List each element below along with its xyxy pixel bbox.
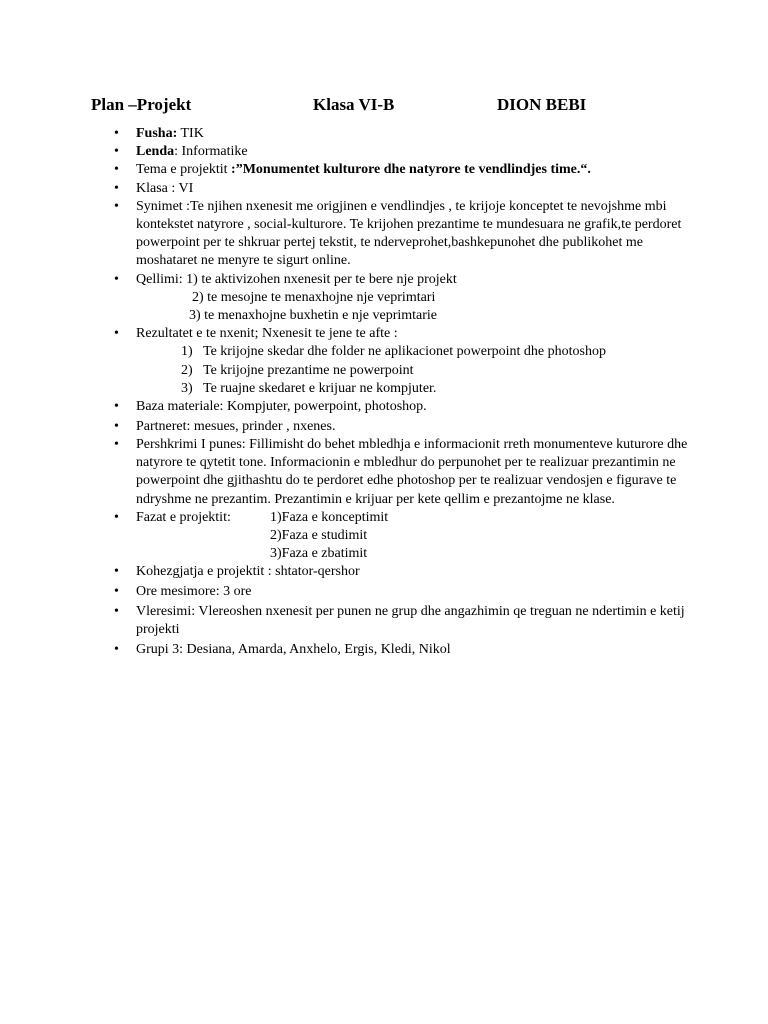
item-tema [136,161,696,179]
fusha-label: Fusha: [136,126,178,141]
item-fazat [136,509,696,564]
faza-item: 1)Faza e konceptimit [270,509,389,525]
item-partneret [136,418,696,436]
item-qellimi [136,271,696,326]
item-klasa [136,180,696,198]
ore-text: Ore mesimore: 3 ore [136,584,252,600]
kohezgjatja-text: Kohezgjatja e projektit : shtator-qershor [136,564,360,580]
baza-text: Baza materiale: Kompjuter, powerpoint, photoshop. [136,399,427,415]
vleresimi-text: Vleresimi: Vlereoshen nxenesit per punen ne grup dhe angazhimin qe treguan ne ndertimin e ketij projekti [136,603,685,637]
partneret-text: Partneret: mesues, prinder , nxenes. [136,418,336,434]
fazat-label: Fazat e projektit: [136,509,231,525]
item-kohezgjatja [136,563,696,581]
tema-prefix: Tema e projektit [136,162,232,178]
header-author: DION BEBI [497,95,587,114]
lenda-label: Lenda [136,144,175,160]
item-fusha [136,125,696,143]
item-pershkrimi [136,436,696,509]
pershkrimi-text: Pershkrimi I punes: Fillimisht do behet mbledhja e informacionit rreth monumenteve kuturore dhe natyrore te qytetit tone. Informacionin e mbledhur do perpunohet per te realizuar prezantimin ne powerpoint dhe gjithashtu do te perdoret edhe photoshop per te realizuar vendosjen e figurave te ndryshme ne prezantim. Prezantimin e krijuar per kete qellim e prezantojme ne klase. [136,436,688,507]
qellimi-line-1: • Qellimi: 1) te aktivizohen nxenesit per te bere nje projekt [136,271,457,287]
item-rezultatet [136,325,696,398]
faza-item: 3)Faza e zbatimit [270,546,368,562]
rezultatet-text: Rezultatet e te nxenit; Nxenesit te jene te afte : [136,326,398,342]
qellimi-line-2: 2) te mesojne te menaxhojne nje veprimtari [192,289,436,305]
rezultatet-list-item: 1) Te krijojne skedar dhe folder ne aplikacionet powerpoint dhe photoshop [181,344,606,360]
rezultatet-list-item: 2) Te krijojne prezantime ne powerpoint [181,362,414,378]
item-ore [136,583,696,601]
item-lenda [136,143,696,161]
header-plan-title: Plan –Projekt [91,95,192,114]
item-grupi [136,641,696,659]
tema-value: :”Monumentet kulturore dhe natyrore te vendlindjes time.“. [231,162,591,178]
item-synimet [136,198,696,271]
plan-bullet-list [136,125,696,659]
lenda-value: : Informatike [174,144,248,160]
fusha-value: TIK [177,126,204,141]
item-baza [136,398,696,416]
klasa-text: Klasa : VI [136,180,194,196]
faza-item: 2)Faza e studimit [270,527,368,543]
synimet-text: Synimet :Te njihen nxenesit me origjinen e vendlindjes , te krijoje konceptet te nevojshme mbi kontekstet natyrore , social-kulturore. Te krijohen prezantime te mundesuara ne grafik,te perdoret powerpoint per te shkruar pertej tekstit, te nderveprohet,bashkepunohet dhe publikohet me moshataret ne menyre te sigurt online. [136,198,682,269]
rezultatet-numbered-list [136,343,696,398]
item-vleresimi [136,603,696,639]
header-class: Klasa VI-B [313,95,395,114]
rezultatet-list-item: 3) Te ruajne skedaret e krijuar ne kompjuter. [181,380,437,396]
grupi-text: Grupi 3: Desiana, Amarda, Anxhelo, Ergis, Kledi, Nikol [136,641,451,657]
document-header [91,94,711,116]
qellimi-line-3: 3) te menaxhojne buxhetin e nje veprimtarie [189,308,438,324]
